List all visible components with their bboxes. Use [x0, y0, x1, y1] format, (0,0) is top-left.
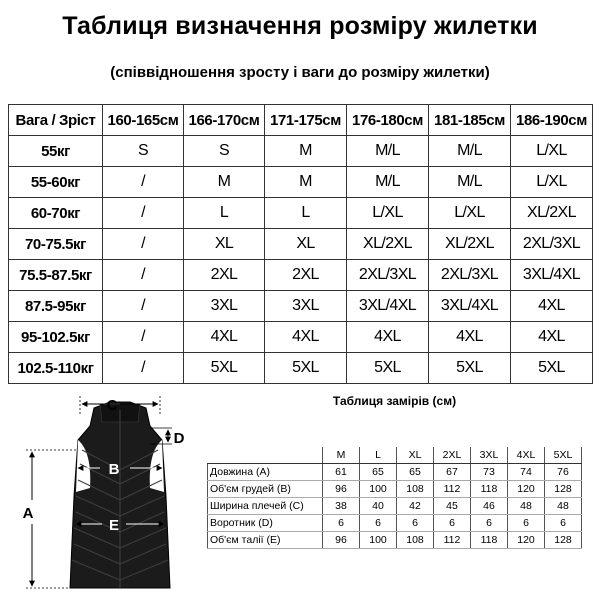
size-chart-header-row: [9, 105, 593, 136]
size-cell: 3XL/4XL: [511, 260, 593, 291]
size-cell: 5XL: [429, 353, 511, 384]
table-row: [208, 515, 582, 532]
size-cell: /: [103, 198, 184, 229]
size-cell: L/XL: [511, 167, 593, 198]
measure-value: 6: [323, 515, 360, 532]
measurements-table: [207, 447, 582, 549]
size-cell: 5XL: [265, 353, 347, 384]
size-header: XL: [397, 447, 434, 464]
measurements-header-row: [208, 447, 582, 464]
measure-value: 118: [471, 481, 508, 498]
size-cell: /: [103, 353, 184, 384]
weight-cell: 87.5-95кг: [9, 291, 103, 322]
measure-value: 96: [323, 481, 360, 498]
measure-value: 112: [434, 481, 471, 498]
size-chart-corner: Вага / Зріст: [9, 105, 103, 136]
weight-cell: 55кг: [9, 136, 103, 167]
size-header: L: [360, 447, 397, 464]
measure-value: 42: [397, 498, 434, 515]
table-row: [208, 481, 582, 498]
size-header: 5XL: [545, 447, 582, 464]
label-e: E: [108, 517, 120, 534]
measure-value: 120: [508, 532, 545, 549]
table-row: [9, 136, 593, 167]
measure-value: 6: [471, 515, 508, 532]
vest-diagram: [0, 388, 200, 600]
size-header: 3XL: [471, 447, 508, 464]
height-header: 166-170см: [184, 105, 265, 136]
size-header: 2XL: [434, 447, 471, 464]
size-cell: 4XL: [347, 322, 429, 353]
size-cell: L/XL: [511, 136, 593, 167]
page-title: Таблиця визначення розміру жилетки: [62, 12, 538, 40]
label-a: A: [22, 505, 34, 522]
size-cell: 4XL: [429, 322, 511, 353]
size-cell: /: [103, 167, 184, 198]
size-header: 4XL: [508, 447, 545, 464]
weight-cell: 95-102.5кг: [9, 322, 103, 353]
size-cell: 4XL: [511, 322, 593, 353]
measure-value: 6: [434, 515, 471, 532]
measure-value: 48: [508, 498, 545, 515]
label-c: C: [106, 397, 118, 414]
height-header: 171-175см: [265, 105, 347, 136]
size-cell: L/XL: [429, 198, 511, 229]
measure-value: 45: [434, 498, 471, 515]
measure-value: 108: [397, 481, 434, 498]
table-row: [208, 532, 582, 549]
table-row: [9, 229, 593, 260]
size-cell: L: [265, 198, 347, 229]
size-cell: S: [103, 136, 184, 167]
height-header: 181-185см: [429, 105, 511, 136]
table-row: [9, 353, 593, 384]
measurements-title: Таблиця замірів (см): [332, 394, 457, 408]
size-cell: XL: [265, 229, 347, 260]
measure-value: 120: [508, 481, 545, 498]
table-row: [9, 291, 593, 322]
weight-cell: 75.5-87.5кг: [9, 260, 103, 291]
vest-illustration: [0, 388, 200, 600]
measure-value: 6: [508, 515, 545, 532]
size-cell: 4XL: [511, 291, 593, 322]
measure-value: 61: [323, 464, 360, 481]
size-cell: L: [184, 198, 265, 229]
measure-value: 67: [434, 464, 471, 481]
size-cell: XL/2XL: [511, 198, 593, 229]
size-cell: 4XL: [265, 322, 347, 353]
size-cell: 2XL/3XL: [429, 260, 511, 291]
size-cell: M/L: [347, 136, 429, 167]
measure-value: 65: [397, 464, 434, 481]
measure-value: 6: [545, 515, 582, 532]
size-cell: 5XL: [511, 353, 593, 384]
measure-value: 48: [545, 498, 582, 515]
size-cell: 3XL: [184, 291, 265, 322]
size-cell: 3XL/4XL: [429, 291, 511, 322]
measure-label: Об'єм талії (E): [208, 532, 323, 549]
table-row: [9, 198, 593, 229]
page-subtitle: (співвідношення зросту і ваги до розміру жилетки): [110, 64, 490, 81]
size-cell: L/XL: [347, 198, 429, 229]
size-cell: M/L: [429, 167, 511, 198]
size-cell: M/L: [429, 136, 511, 167]
size-cell: /: [103, 260, 184, 291]
measure-value: 40: [360, 498, 397, 515]
weight-cell: 102.5-110кг: [9, 353, 103, 384]
measure-value: 100: [360, 532, 397, 549]
height-header: 176-180см: [347, 105, 429, 136]
measure-value: 96: [323, 532, 360, 549]
size-cell: 2XL/3XL: [511, 229, 593, 260]
table-row: [9, 167, 593, 198]
measure-value: 6: [397, 515, 434, 532]
measure-value: 76: [545, 464, 582, 481]
size-cell: M: [265, 136, 347, 167]
measure-value: 118: [471, 532, 508, 549]
measure-label: Об'єм грудей (B): [208, 481, 323, 498]
weight-cell: 55-60кг: [9, 167, 103, 198]
measure-value: 6: [360, 515, 397, 532]
measure-value: 74: [508, 464, 545, 481]
table-row: [208, 464, 582, 481]
size-cell: 2XL: [184, 260, 265, 291]
size-cell: XL: [184, 229, 265, 260]
table-row: [208, 498, 582, 515]
height-header: 160-165см: [103, 105, 184, 136]
measure-value: 128: [545, 481, 582, 498]
measure-value: 65: [360, 464, 397, 481]
size-cell: M: [265, 167, 347, 198]
weight-cell: 70-75.5кг: [9, 229, 103, 260]
measure-label: Воротник (D): [208, 515, 323, 532]
size-cell: /: [103, 229, 184, 260]
table-row: [9, 322, 593, 353]
measure-value: 73: [471, 464, 508, 481]
measure-label: Довжина (A): [208, 464, 323, 481]
measure-value: 38: [323, 498, 360, 515]
size-cell: 3XL/4XL: [347, 291, 429, 322]
size-cell: 5XL: [347, 353, 429, 384]
size-chart-table: [8, 104, 593, 384]
size-cell: 3XL: [265, 291, 347, 322]
label-b: B: [108, 461, 120, 478]
measure-value: 128: [545, 532, 582, 549]
size-cell: M/L: [347, 167, 429, 198]
size-cell: 2XL: [265, 260, 347, 291]
size-cell: /: [103, 322, 184, 353]
size-header: M: [323, 447, 360, 464]
label-d: D: [173, 430, 185, 447]
height-header: 186-190см: [511, 105, 593, 136]
measure-value: 108: [397, 532, 434, 549]
measure-value: 46: [471, 498, 508, 515]
size-cell: S: [184, 136, 265, 167]
size-cell: 2XL/3XL: [347, 260, 429, 291]
table-row: [9, 260, 593, 291]
size-cell: /: [103, 291, 184, 322]
measure-value: 112: [434, 532, 471, 549]
weight-cell: 60-70кг: [9, 198, 103, 229]
size-cell: M: [184, 167, 265, 198]
size-cell: 4XL: [184, 322, 265, 353]
size-cell: 5XL: [184, 353, 265, 384]
measure-value: 100: [360, 481, 397, 498]
size-cell: XL/2XL: [347, 229, 429, 260]
size-cell: XL/2XL: [429, 229, 511, 260]
measurements-corner: [208, 447, 323, 464]
measure-label: Ширина плечей (C): [208, 498, 323, 515]
